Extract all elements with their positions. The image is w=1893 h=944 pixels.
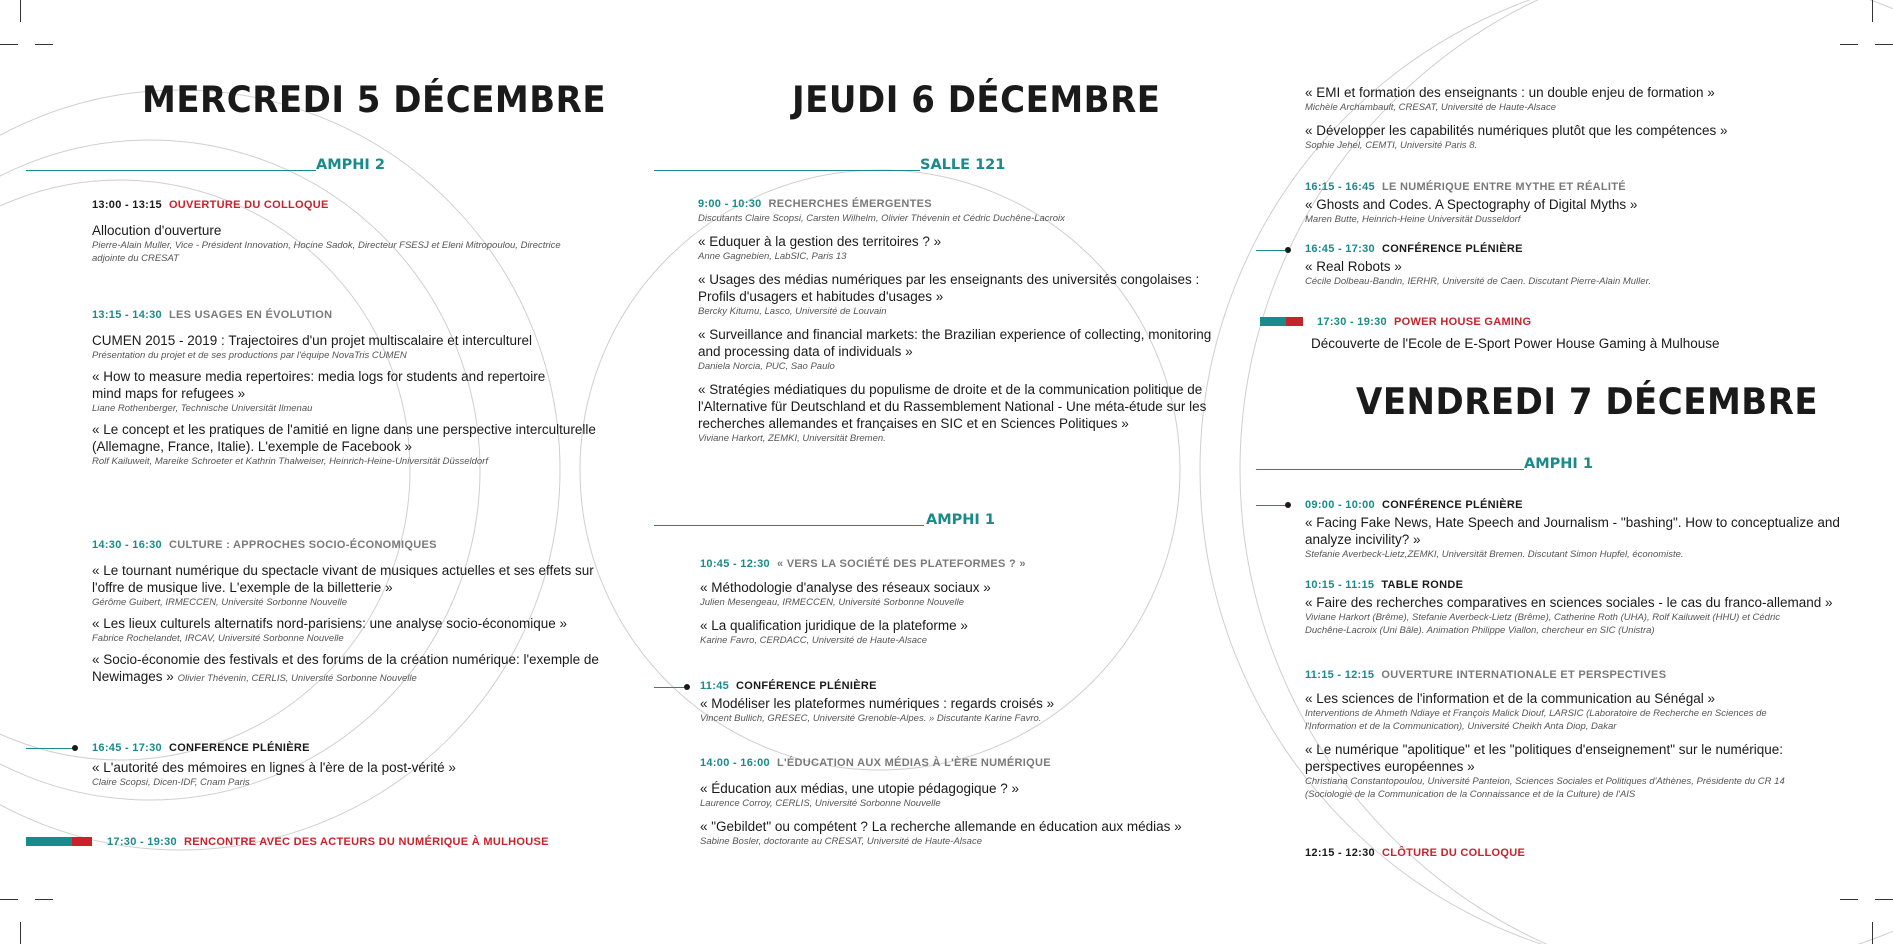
venue-header — [654, 508, 1014, 528]
session-time: 17:30 - 19:30 — [1317, 316, 1387, 328]
timeline-dot — [72, 745, 78, 751]
crop-mark — [1875, 899, 1893, 900]
session-time: 12:15 - 12:30 — [1305, 847, 1375, 859]
session-label: L'ÉDUCATION AUX MÉDIAS À L'ÈRE NUMÉRIQUE — [776, 757, 1051, 769]
session-plenary — [700, 679, 1240, 725]
continued-talks — [1305, 84, 1865, 152]
session-platforms — [700, 557, 1240, 647]
venue-label: AMPHI 2 — [316, 157, 385, 173]
session-time: 14:30 - 16:30 — [92, 539, 162, 551]
session-gaming — [1311, 315, 1877, 352]
crop-mark — [35, 899, 53, 900]
talk-title: « Usages des médias numériques par les enseignants des universités congolaises : Profils d'usagers et habitudes d'usages » — [698, 272, 1200, 304]
session-label: OUVERTURE DU COLLOQUE — [168, 199, 329, 211]
session-label: CONFÉRENCE PLÉNIÈRE — [1381, 243, 1523, 255]
session-time: 09:00 - 10:00 — [1305, 499, 1375, 511]
session-plenary — [92, 741, 612, 789]
session-plenary-friday — [1305, 498, 1865, 561]
session-label: CLÔTURE DU COLLOQUE — [1381, 847, 1526, 859]
talk-speakers: Présentation du projet et de ses productions par l'équipe NovaTris CUMEN — [92, 350, 407, 361]
talk-speakers: Laurence Corroy, CERLIS, Université Sorbonne Nouvelle — [700, 798, 941, 809]
day-title: JEUDI 6 DÉCEMBRE — [792, 78, 1161, 122]
talk-title: « La qualification juridique de la plateforme » — [700, 618, 968, 633]
timeline-line — [654, 687, 686, 688]
session-time: 17:30 - 19:30 — [107, 836, 177, 848]
crop-mark — [1872, 922, 1873, 944]
session-time: 16:45 - 17:30 — [1305, 243, 1375, 255]
talk-title: « L'autorité des mémoires en lignes à l'ère de la post-vérité » — [92, 760, 456, 775]
session-time: 14:00 - 16:00 — [700, 757, 770, 769]
talk-speakers: Stefanie Averbeck-Lietz,ZEMKI, Universität Bremen. Discutant Simon Hupfel, économiste. — [1305, 549, 1684, 560]
talk-title: Découverte de l'Ecole de E-Sport Power House Gaming à Mulhouse — [1311, 336, 1720, 351]
talk-title: « Modéliser les plateformes numériques : regards croisés » — [700, 696, 1055, 711]
venue-label: AMPHI 1 — [1524, 456, 1593, 472]
talk-title: « Socio-économie des festivals et des forums de la création numérique: l'exemple de Newimages » — [92, 652, 599, 684]
session-label: TABLE RONDE — [1381, 579, 1464, 591]
talk-speakers: Karine Favro, CERDACC, Université de Haute-Alsace — [700, 635, 928, 646]
talk-title: « Les sciences de l'information et de la communication au Sénégal » — [1305, 691, 1716, 706]
session-label: RECHERCHES ÉMERGENTES — [768, 198, 932, 210]
session-meeting — [107, 835, 549, 849]
talk-title: « Le tournant numérique du spectacle vivant de musiques actuelles et ses effets sur l'offre de musique live. L'exemple de la billetterie » — [92, 563, 594, 595]
session-roundtable — [1305, 578, 1865, 637]
session-time: 13:00 - 13:15 — [92, 199, 162, 211]
talk-speakers: Anne Gagnebien, LabSIC, Paris 13 — [698, 251, 847, 262]
timeline-line — [1256, 250, 1286, 251]
talk-speakers: Christiana Constantopoulou, Université Panteion, Sciences Sociales et Politiques d'Athènes, Présidente du CR 14 (Sociologie de la Communication de la Connaissance et de la Culture) de l'AIS — [1305, 776, 1785, 800]
talk-title: « EMI et formation des enseignants : un double enjeu de formation » — [1305, 85, 1715, 100]
session-time: 11:15 - 12:15 — [1305, 669, 1375, 681]
session-time: 10:15 - 11:15 — [1305, 579, 1375, 591]
crop-mark — [20, 922, 21, 944]
session-closing — [1305, 846, 1865, 860]
talk-speakers: Gérôme Guibert, IRMECCEN, Université Sorbonne Nouvelle — [92, 597, 348, 608]
venue-label: AMPHI 1 — [926, 512, 995, 528]
crop-mark — [1872, 0, 1873, 22]
talk-title: « Le concept et les pratiques de l'amitié en ligne dans une perspective interculturelle (Allemagne, France, Italie). L'exemple de Facebook » — [92, 422, 596, 454]
session-label: « VERS LA SOCIÉTÉ DES PLATEFORMES ? » — [776, 558, 1026, 570]
session-time: 11:45 — [700, 680, 730, 692]
talk-speakers: Sophie Jehel, CEMTI, Université Paris 8. — [1305, 140, 1478, 151]
talk-title: « Ghosts and Codes. A Spectography of Digital Myths » — [1305, 197, 1638, 212]
session-label: LE NUMÉRIQUE ENTRE MYTHE ET RÉALITÉ — [1381, 181, 1626, 193]
day-title: MERCREDI 5 DÉCEMBRE — [142, 78, 607, 122]
session-international — [1305, 668, 1865, 801]
session-myth — [1305, 180, 1865, 226]
accent-flag — [1260, 317, 1303, 326]
talk-title: « Stratégies médiatiques du populisme de droite et de la communication politique de l'Alternative für Deutschland et du Rassemblement National - Une méta-étude sur les recherches allemandes et françaises en SIC et en Sciences Politiques » — [698, 382, 1207, 431]
talk-title: « Faire des recherches comparatives en sciences sociales - le cas du franco-allemand » — [1305, 595, 1833, 610]
session-time: 16:15 - 16:45 — [1305, 181, 1375, 193]
venue-label: SALLE 121 — [920, 157, 1006, 173]
talk-speakers: Fabrice Rochelandet, IRCAV, Université Sorbonne Nouvelle — [92, 633, 344, 644]
session-label: LES USAGES EN ÉVOLUTION — [168, 309, 333, 321]
talk-speakers: Julien Mesengeau, IRMECCEN, Université Sorbonne Nouvelle — [700, 597, 965, 608]
session-time: 16:45 - 17:30 — [92, 742, 162, 754]
crop-mark — [1875, 44, 1893, 45]
venue-header — [26, 153, 396, 173]
crop-mark — [1840, 899, 1858, 900]
talk-speakers: Pierre-Alain Muller, Vice - Président Innovation, Hocine Sadok, Directeur FSESJ et Eleni Mitropoulou, Directrice adjointe du CRESAT — [92, 240, 561, 264]
session-usages — [92, 308, 612, 468]
venue-header — [1256, 452, 1616, 472]
timeline-dot — [684, 684, 690, 690]
talk-speakers: Interventions de Ahmeth Ndiaye et François Malick Diouf, LARSIC (Laboratoire de Recherche en Sciences de l'Information et de la Communication), Université Cheikh Anta Diop, Dakar — [1305, 708, 1767, 732]
talk-speakers: Sabine Bosler, doctorante au CRESAT, Université de Haute-Alsace — [700, 836, 982, 847]
talk-title: Allocution d'ouverture — [92, 223, 222, 238]
talk-title: « Le numérique "apolitique" et les "politiques d'enseignement" sur le numérique: perspectives européennes » — [1305, 742, 1784, 774]
timeline-line — [26, 748, 74, 749]
talk-title: « Real Robots » — [1305, 259, 1402, 274]
talk-speakers: Olivier Thévenin, CERLIS, Université Sorbonne Nouvelle — [177, 673, 417, 684]
talk-speakers: Rolf Kailuweit, Mareike Schroeter et Kathrin Thalweiser, Heinrich-Heine-Universität Düsseldorf — [92, 456, 488, 467]
session-time: 13:15 - 14:30 — [92, 309, 162, 321]
talk-title: « How to measure media repertoires: media logs for students and repertoire mind maps for refugees » — [92, 369, 546, 401]
talk-speakers: Viviane Harkort (Brême), Stefanie Averbeck-Lietz (Brême), Catherine Roth (UHA), Rolf Kailuweit (HHU) et Cédric Duchêne-Lacroix (Uni Bâle). Animation Philippe Viallon, chercheur en SIC (Unistra) — [1305, 612, 1780, 636]
session-emerging — [698, 197, 1258, 445]
crop-mark — [0, 44, 18, 45]
talk-speakers: Bercky Kitumu, Lasco, Université de Louvain — [698, 306, 887, 317]
talk-title: « "Gebildet" ou compétent ? La recherche allemande en éducation aux médias » — [700, 819, 1182, 834]
session-time: 9:00 - 10:30 — [698, 198, 762, 210]
crop-mark — [0, 899, 18, 900]
timeline-dot — [1285, 502, 1291, 508]
session-label: CONFÉRENCE PLÉNIÈRE — [1381, 499, 1523, 511]
session-label: RENCONTRE AVEC DES ACTEURS DU NUMÉRIQUE À MULHOUSE — [183, 836, 549, 848]
timeline-dot — [1285, 247, 1291, 253]
talk-title: « Éducation aux médias, une utopie pédagogique ? » — [700, 781, 1019, 796]
talk-title: CUMEN 2015 - 2019 : Trajectoires d'un projet multiscalaire et interculturel — [92, 333, 533, 348]
talk-speakers: Viviane Harkort, ZEMKI, Universität Bremen. — [698, 433, 886, 444]
session-plenary — [1305, 242, 1865, 288]
crop-mark — [35, 44, 53, 45]
session-label: CONFERENCE PLÉNIÈRE — [168, 742, 310, 754]
talk-speakers: Cécile Dolbeau-Bandin, IERHR, Université de Caen. Discutant Pierre-Alain Muller. — [1305, 276, 1652, 287]
talk-title: « Surveillance and financial markets: the Brazilian experience of collecting, monitoring and processing data of individuals » — [698, 327, 1212, 359]
day-title: VENDREDI 7 DÉCEMBRE — [1356, 380, 1819, 424]
talk-speakers: Discutants Claire Scopsi, Carsten Wilhelm, Olivier Thévenin et Cédric Duchêne-Lacroix — [698, 213, 1065, 224]
talk-title: « Eduquer à la gestion des territoires ? » — [698, 234, 942, 249]
talk-title: « Les lieux culturels alternatifs nord-parisiens: une analyse socio-économique » — [92, 616, 568, 631]
crop-mark — [20, 0, 21, 22]
session-label: OUVERTURE INTERNATIONALE ET PERSPECTIVES — [1381, 669, 1667, 681]
accent-flag — [26, 837, 92, 846]
talk-speakers: Michèle Archambault, CRESAT, Université de Haute-Alsace — [1305, 102, 1556, 113]
session-label: POWER HOUSE GAMING — [1393, 316, 1532, 328]
crop-mark — [1840, 44, 1858, 45]
session-culture — [92, 538, 622, 687]
session-opening — [92, 198, 602, 265]
talk-speakers: Liane Rothenberger, Technische Universität Ilmenau — [92, 403, 313, 414]
talk-speakers: Claire Scopsi, Dicen-IDF, Cnam Paris — [92, 777, 250, 788]
session-label: CULTURE : APPROCHES SOCIO-ÉCONOMIQUES — [168, 539, 437, 551]
venue-header — [654, 153, 1014, 173]
talk-title: « Développer les capabilités numériques plutôt que les compétences » — [1305, 123, 1728, 138]
talk-speakers: Maren Butte, Heinrich-Heine Universität Dusseldorf — [1305, 214, 1521, 225]
timeline-line — [1256, 505, 1286, 506]
session-time: 10:45 - 12:30 — [700, 558, 770, 570]
session-label: CONFÉRENCE PLÉNIÈRE — [736, 680, 877, 692]
talk-title: « Facing Fake News, Hate Speech and Journalism - "bashing". How to conceptualize and analyze incivility? » — [1305, 515, 1840, 547]
talk-speakers: Daniela Norcia, PUC, Sao Paulo — [698, 361, 835, 372]
session-education — [700, 756, 1240, 848]
talk-speakers: Vincent Bullich, GRESEC, Université Grenoble-Alpes. » Discutante Karine Favro. — [700, 713, 1042, 724]
talk-title: « Méthodologie d'analyse des réseaux sociaux » — [700, 580, 991, 595]
